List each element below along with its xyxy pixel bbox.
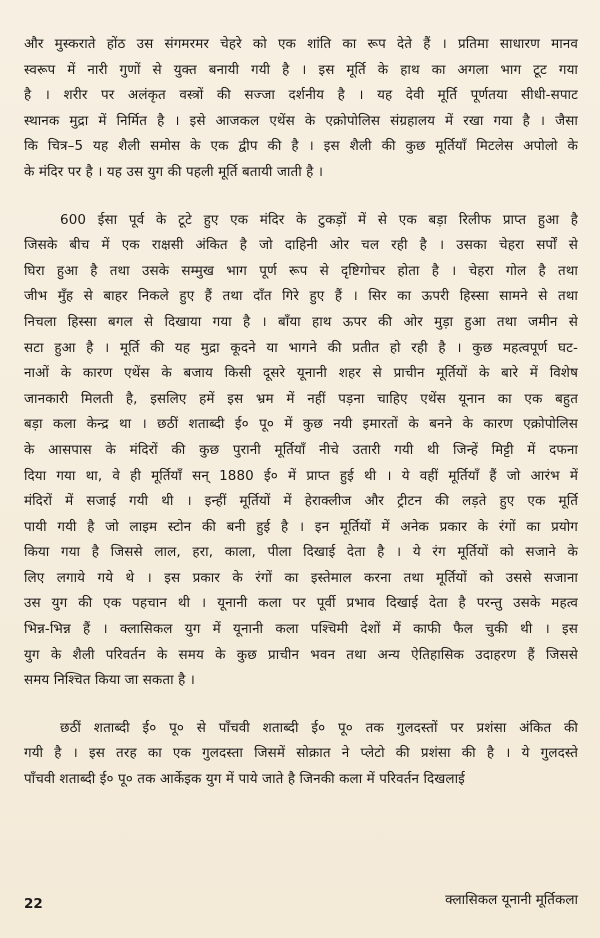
text-line: मंदिरों में सजाई गयी थी । इन्हीं मूर्तियों में हेराक्लीज और ट्रीटन की लड़ते हुए एक मूर्ति (24, 493, 578, 510)
text-line: लिए लगाये गये थे । इस प्रकार के रंगों का इस्तेमाल करना तथा मूर्तियों को उससे सजाना (24, 569, 578, 586)
text-line: पाँचवी शताब्दी ई० पू० तक आर्केइक युग में पाये जाते है जिनकी कला में परिवर्तन दिखलाई (24, 771, 465, 788)
text-line: है । शरीर पर अलंकृत वस्त्रों की सज्जा दर्शनीय है । यह देवी मूर्ति पूर्णतया सीधी-सपाट (24, 87, 578, 104)
page-footer (24, 892, 578, 922)
text-line: और मुस्कराते होंठ उस संगमरमर चेहरे को एक शांति का रूप देते हैं । प्रतिमा साधारण मानव (24, 36, 578, 52)
running-title: क्लासिकल यूनानी मूर्तिकला (445, 892, 578, 908)
text-line: दिया गया था, वे ही मूर्तियाँ सन् 1880 ई० में प्राप्त हुई थी । ये वहीं मूर्तियाँ हैं जो आरंभ में (24, 467, 578, 484)
text-line: भिन्न-भिन्न हैं । क्लासिकल युग में यूनानी कला पश्चिमी देशों में काफी फैल चुकी थी । इस (24, 621, 578, 638)
text-line: गयी है । इस तरह का एक गुलदस्ता जिसमें सोक्रात ने प्लेटो की प्रशंसा की है । ये गुलदस्ते (24, 745, 578, 762)
text-line: जानकारी मिलती है, इसलिए हमें इस भ्रम में नहीं पड़ना चाहिए एथेंस यूनान का एक बहुत (24, 390, 578, 407)
page-number: 22 (24, 896, 43, 912)
text-line: घिरा हुआ है तथा उसके सम्मुख भाग पूर्ण रूप से दृष्टिगोचर होता है । चेहरा गोल है तथा (24, 262, 578, 279)
text-line: स्वरूप में नारी गुणों से युक्त बनायी गयी है । इस मूर्ति के हाथ का अगला भाग टूट गया (24, 61, 578, 78)
paragraph (24, 32, 578, 186)
text-line: जिसके बीच में एक राक्षसी अंकित है जो दाहिनी ओर चल रही है । उसका चेहरा सर्पों से (24, 237, 578, 254)
text-line: के आसपास के मंदिरों की कुछ पुरानी मूर्तियाँ नीचे उतारी गयी थी जिन्हें मिट्टी में दफना (24, 441, 578, 458)
text-body (24, 32, 578, 793)
paragraph (24, 716, 578, 793)
text-line: पायी गयी है जो लाइम स्टोन की बनी हुई है । इन मूर्तियों में अनेक प्रकार के रंगों का प्रयोग (24, 518, 578, 535)
text-line: समय निश्चित किया जा सकता है । (24, 672, 195, 689)
text-line: 600 ईसा पूर्व के टूटे हुए एक मंदिर के टुकड़ों में से एक बड़ा रिलीफ प्राप्त हुआ है (60, 211, 578, 228)
text-line: उस युग की एक पहचान थी । यूनानी कला पर पूर्वी प्रभाव दिखाई देता है परन्तु उसके महत्व (24, 595, 578, 612)
text-line: कि चित्र–5 यह शैली समोस के एक द्वीप की है । इस शैली की कुछ मूर्तियाँ मिटलेस अपोलो के (24, 138, 578, 155)
text-line: सटा हुआ है । मूर्ति की यह मुद्रा कूदने या भागने की प्रतीत हो रही है । कुछ महत्वपूर्ण घट- (24, 339, 578, 356)
text-line: जीभ मुँह से बाहर निकले हुए हैं तथा दाँत गिरे हुए हैं । सिर का ऊपरी हिस्सा सामने से तथा (24, 288, 578, 305)
text-line: के मंदिर पर है । यह उस युग की पहली मूर्ति बतायी जाती है । (24, 163, 324, 180)
text-line: स्थानक मुद्रा में निर्मित है । इसे आजकल एथेंस के एक्रोपोलिस संग्रहालय में रखा गया है । जैसा (24, 112, 578, 129)
text-line: बड़ा कला केन्द्र था । छठीं शताब्दी ई० पू० में कुछ नयी इमारतों के बनने के कारण एक्रोपोलिस (24, 416, 578, 433)
text-line: किया गया है जिससे लाल, हरा, काला, पीला दिखाई देता है । ये रंग मूर्तियों को सजाने के (24, 544, 578, 561)
text-line: निचला हिस्सा बगल से दिखाया गया है । बाँया हाथ ऊपर की ओर मुड़ा हुआ तथा जमीन से (24, 313, 578, 330)
paragraph (24, 208, 578, 694)
text-line: छठीं शताब्दी ई० पू० से पाँचवी शताब्दी ई० पू० तक गुलदस्तों पर प्रशंसा अंकित की (60, 719, 578, 736)
text-line: युग के शैली परिवर्तन के समय के कुछ प्राचीन भवन तथा अन्य ऐतिहासिक उदाहरण हैं जिससे (24, 646, 578, 663)
text-line: नाओं के कारण एथेंस के बजाय किसी दूसरे यूनानी शहर से प्राचीन मूर्तियों के बारे में विशेष (24, 365, 578, 382)
